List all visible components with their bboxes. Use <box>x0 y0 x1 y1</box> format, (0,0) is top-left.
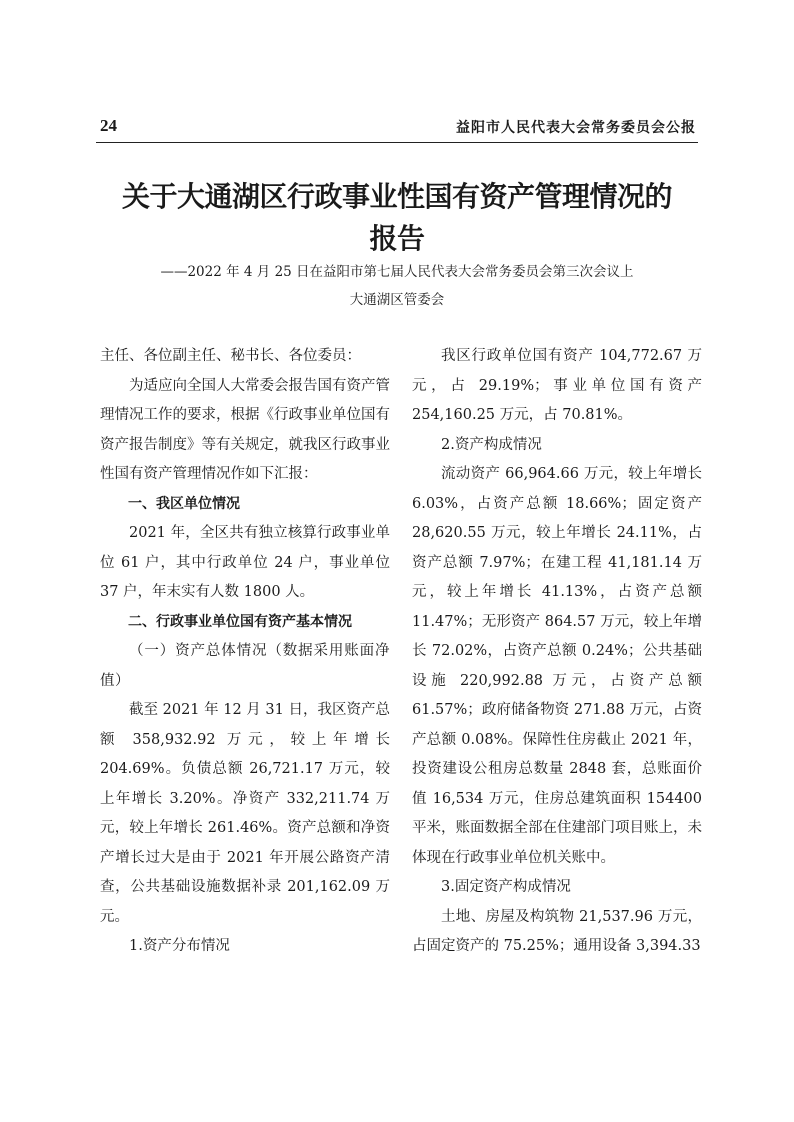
subtitle-line-1: ——2022 年 4 月 25 日在益阳市第七届人民代表大会常务委员会第三次会议上 <box>160 264 634 280</box>
section-heading-2: 二、行政事业单位国有资产基本情况 <box>128 613 352 630</box>
item-heading-3: 3.固定资产构成情况 <box>441 879 571 895</box>
subsection-heading-1: （一）资产总体情况（数据采用账面净值） <box>100 643 390 689</box>
asset-composition-paragraph: 流动资产 66,964.66 万元，较上年增长 6.03%，占资产总额 18.66%；固定资产 28,620.55 万元，较上年增长 24.11%，占资产总额 7.97%；在建工程 41,181.14 万元，较上年增长 41.13%，占资产总额 11.47%；无形资产 864.57 万元，较上年增长 72.02%，占资产总额 0.24%；公共基础设施 220,992.88 万元，占资产总额 61.57%；政府储备物资 271.88 万元，占资产总额 0.08%。保障性住房截止 2021 年，投资建设公租房总数量 2848 套，总账面价值 16,534 万元，住房总建筑面积 154400 平米，账面数据全部在住建部门项目账上，未体现在行政事业单位机关账中。 <box>412 466 702 866</box>
unit-info-paragraph: 2021 年，全区共有独立核算行政事业单位 61 户，其中行政单位 24 户，事业单位 37 户，年末实有人数 1800 人。 <box>100 525 390 600</box>
journal-name: 益阳市人民代表大会常务委员会公报 <box>456 120 696 136</box>
asset-distribution-paragraph: 我区行政单位国有资产 104,772.67 万元，占 29.19%；事业单位国有资产 254,160.25 万元，占 70.81%。 <box>412 348 702 423</box>
asset-total-paragraph: 截至 2021 年 12 月 31 日，我区资产总额 358,932.92 万元，较上年增长 204.69%。负债总额 26,721.17 万元，较上年增长 3.20%。净资产 332,211.74 万元，较上年增长 261.46%。资产总额和净资产增长过大是由于 2021 年开展公路资产清查，公共基础设施数据补录 201,162.09 万元。 <box>100 702 390 925</box>
item-heading-2: 2.资产构成情况 <box>441 436 542 453</box>
fixed-asset-paragraph: 土地、房屋及构筑物 21,537.96 万元，占固定资产的 75.25%；通用设备 3,394.33 <box>412 908 702 954</box>
salutation: 主任、各位副主任、秘书长、各位委员： <box>100 348 361 364</box>
item-heading-1: 1.资产分布情况 <box>129 938 230 954</box>
report-title <box>96 176 698 260</box>
title-line-2: 报告 <box>369 222 425 255</box>
left-column <box>100 342 390 962</box>
page-number: 24 <box>100 116 117 135</box>
section-heading-1: 一、我区单位情况 <box>128 495 240 512</box>
intro-paragraph: 为适应向全国人大常委会报告国有资产管理情况工作的要求，根据《行政事业单位国有资产报告制度》等有关规定，就我区行政事业性国有资产管理情况作如下汇报： <box>100 377 390 482</box>
title-line-1: 关于大通湖区行政事业性国有资产管理情况的 <box>121 180 672 213</box>
right-column <box>412 342 702 962</box>
subtitle-line-2: 大通湖区管委会 <box>349 292 445 308</box>
report-subtitle <box>96 258 698 314</box>
page-header <box>96 112 698 143</box>
